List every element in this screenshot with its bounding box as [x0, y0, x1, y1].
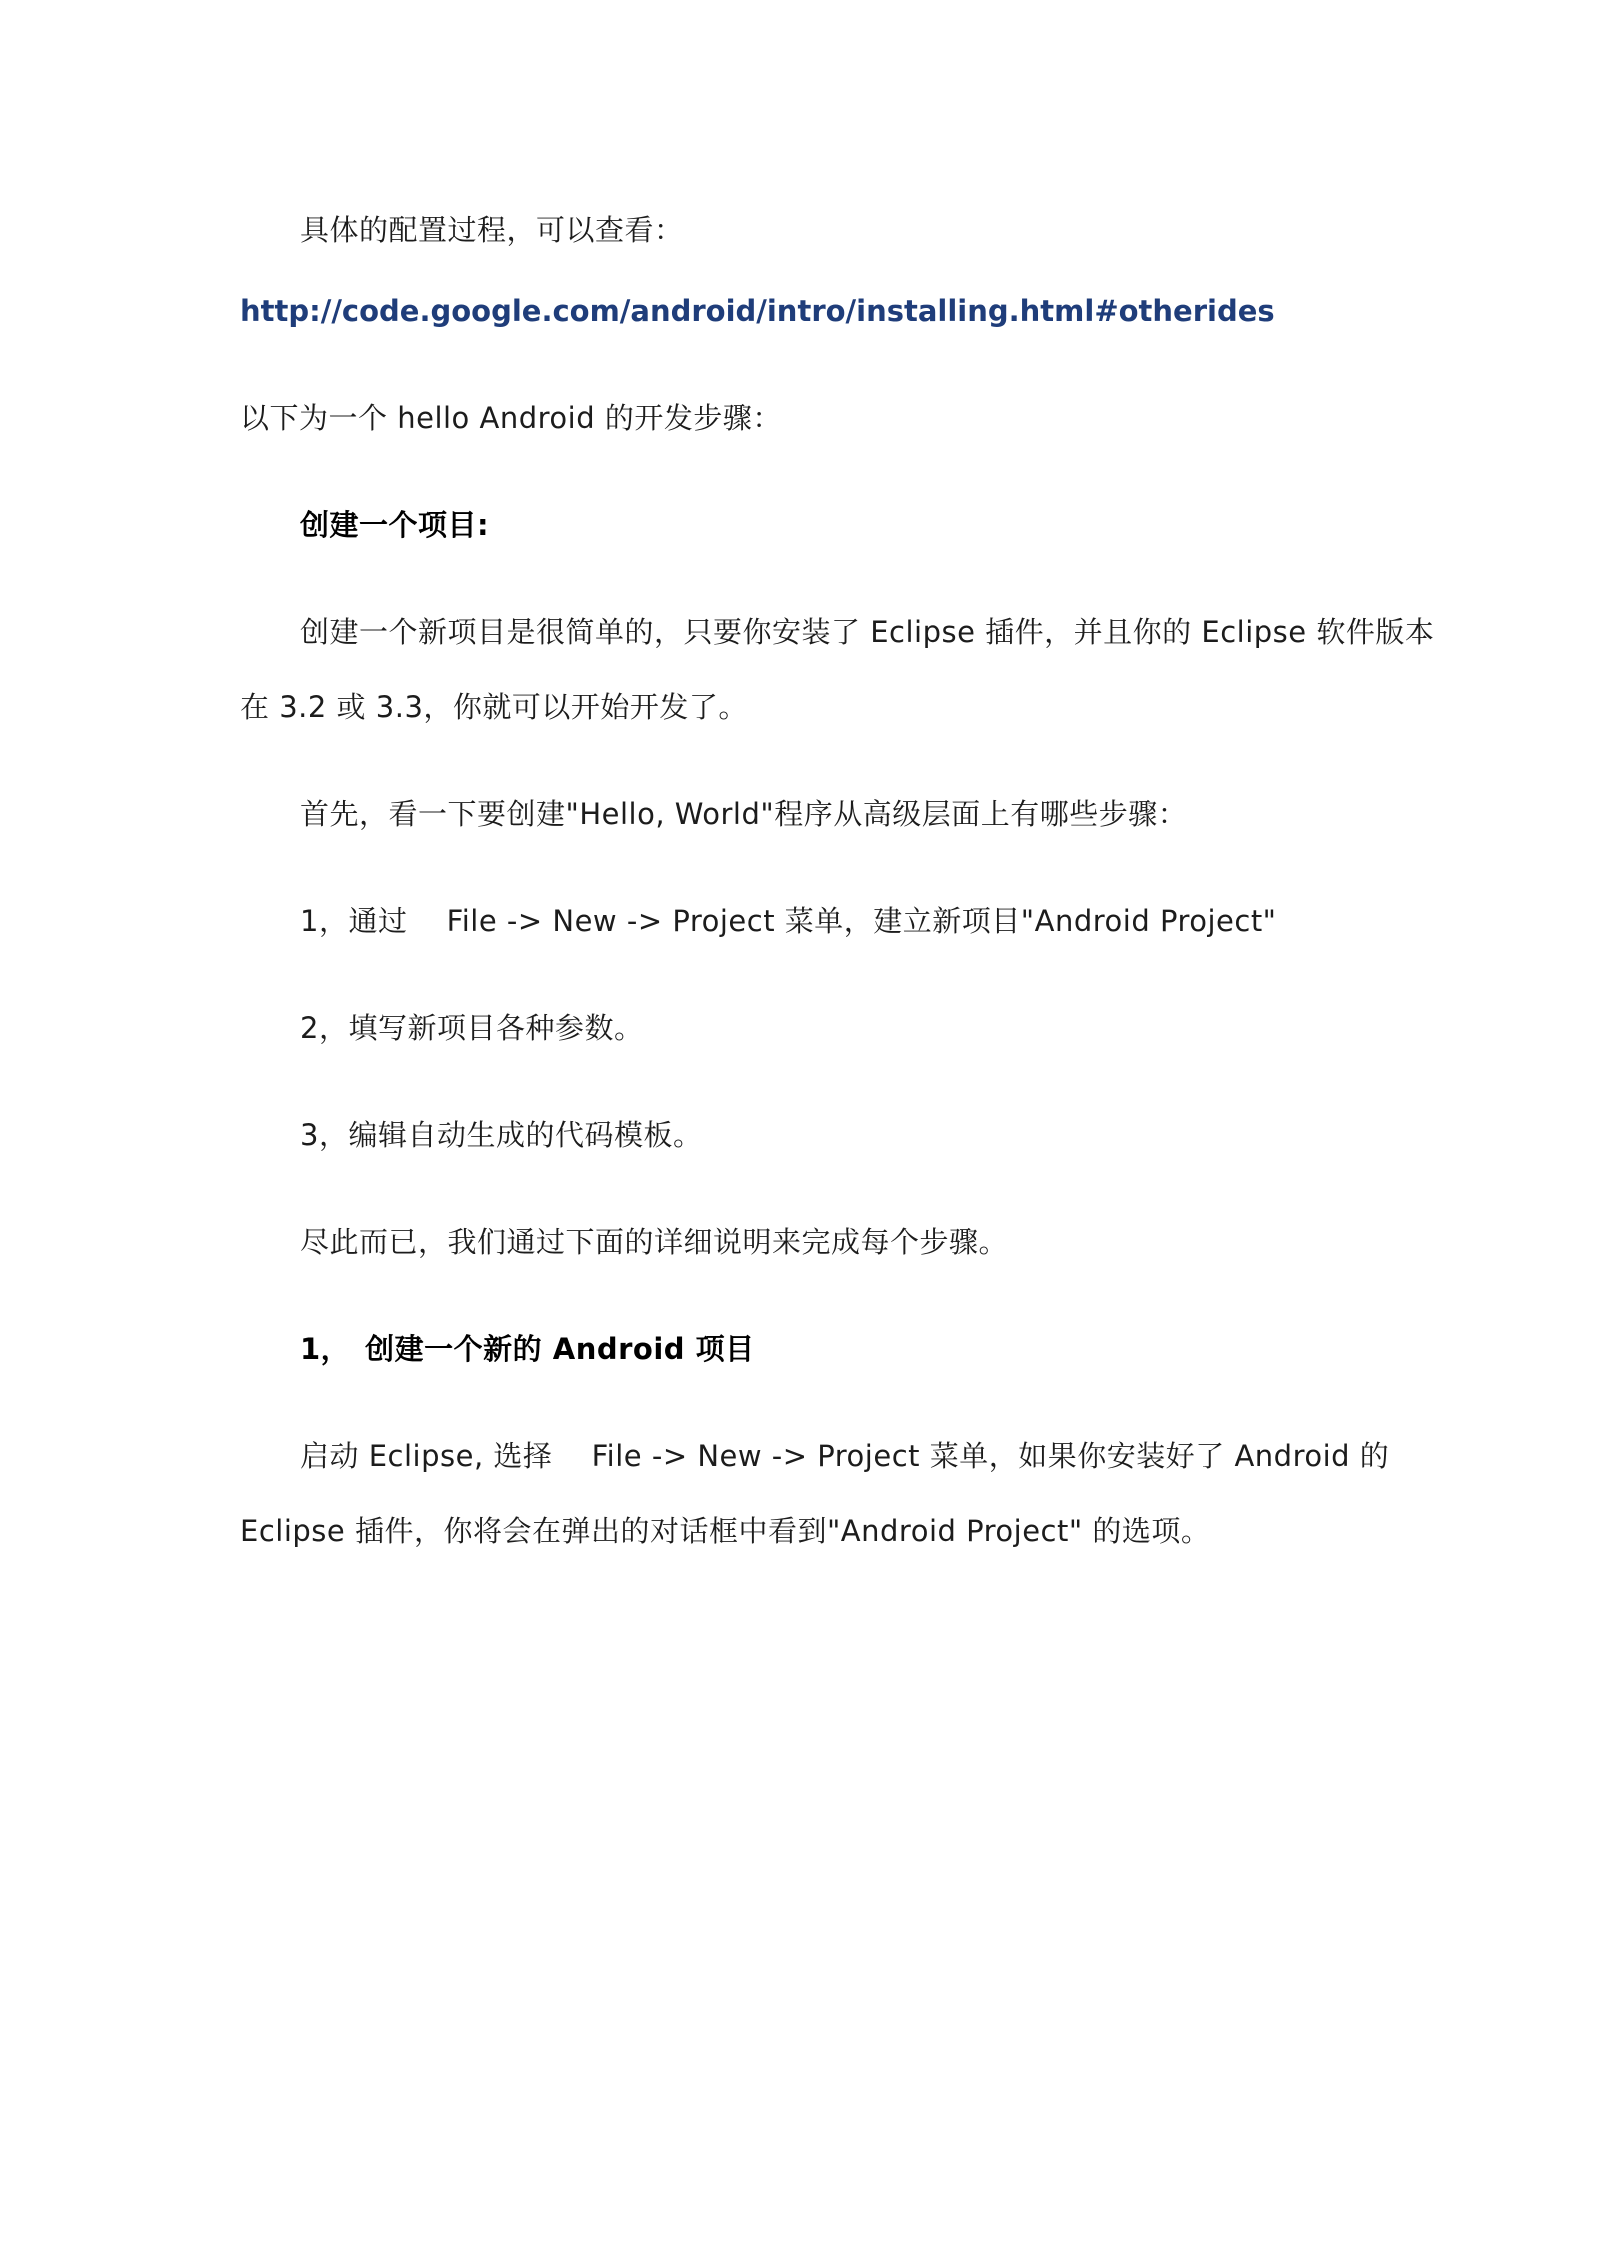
text-line: Eclipse 插件，你将会在弹出的对话框中看到"Android Project" 的选项。 — [240, 1514, 1211, 1548]
text-line: 在 3.2 或 3.3，你就可以开始开发了。 — [240, 690, 748, 724]
document-hyperlink[interactable]: http://code.google.com/android/intro/installing.html#otherides — [240, 294, 1275, 328]
section-heading: 创建一个项目: — [300, 508, 490, 542]
text-line: 首先，看一下要创建"Hello, World"程序从高级层面上有哪些步骤： — [300, 797, 1188, 831]
text-line: 以下为一个 hello Android 的开发步骤： — [240, 401, 782, 435]
text-line: 2，填写新项目各种参数。 — [300, 1011, 644, 1045]
document-content — [240, 213, 1435, 1548]
text-line: 1，通过 File -> New -> Project 菜单，建立新项目"Android Project" — [300, 904, 1277, 938]
text-line: 创建一个新项目是很简单的，只要你安装了 Eclipse 插件，并且你的 Eclipse 软件版本 — [300, 615, 1435, 649]
text-line: 具体的配置过程，可以查看： — [300, 213, 684, 247]
text-line: 尽此而已，我们通过下面的详细说明来完成每个步骤。 — [300, 1225, 1009, 1259]
section-heading: 1， 创建一个新的 Android 项目 — [300, 1332, 755, 1366]
text-line: 3，编辑自动生成的代码模板。 — [300, 1118, 703, 1152]
text-line: 启动 Eclipse, 选择 File -> New -> Project 菜单，如果你安装好了 Android 的 — [300, 1439, 1390, 1473]
